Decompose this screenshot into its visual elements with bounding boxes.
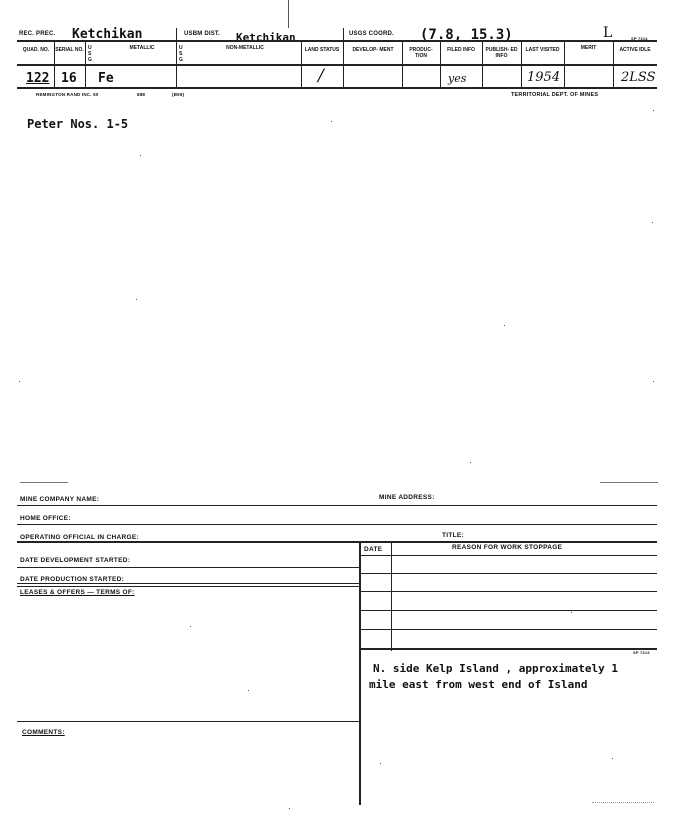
header-serial-no: SERIAL NO. <box>55 47 84 53</box>
header-usg-nonmetallic: U S G <box>179 45 183 63</box>
title-label: TITLE: <box>442 532 465 539</box>
operating-official-label: OPERATING OFFICIAL IN CHARGE: <box>20 534 139 541</box>
filed-info-value: yes <box>448 72 467 85</box>
header-production: PRODUC- TION <box>409 47 433 59</box>
property-name: Peter Nos. 1-5 <box>27 117 129 131</box>
usbm-dist-value: Ketchikan <box>236 31 296 44</box>
home-office-label: HOME OFFICE: <box>20 515 71 522</box>
printer-paren: (B59) <box>172 92 185 97</box>
printer-code: 888 <box>137 92 146 97</box>
usbm-dist-label: USBM DIST. <box>184 31 221 37</box>
quad-value: 122 <box>26 71 50 86</box>
rule <box>85 40 86 87</box>
center-divider <box>359 541 361 805</box>
rule <box>343 28 344 87</box>
last-visited-value: 1954 <box>527 70 561 85</box>
date-production-started-label: DATE PRODUCTION STARTED: <box>20 576 125 583</box>
header-non-metallic: NON-METALLIC <box>226 45 264 51</box>
land-status-value: / <box>318 66 324 86</box>
header-filed-info: FILED INFO <box>447 47 475 53</box>
header-merit: MERIT <box>580 45 597 51</box>
issuing-department: TERRITORIAL DEPT. OF MINES <box>511 92 599 98</box>
printer-credit: REMINGTON RAND INC. 50 <box>36 92 99 97</box>
header-land-status: LAND STATUS <box>304 47 340 53</box>
rule <box>17 40 657 42</box>
location-note-line2: mile east from west end of Island <box>369 678 588 691</box>
header-quad-no: QUAD. NO. <box>22 47 50 53</box>
serial-value: 16 <box>61 71 77 86</box>
form-number-bottom: SP 7313 <box>633 650 650 655</box>
mine-company-name-label: MINE COMPANY NAME: <box>20 496 100 503</box>
mine-address-label: MINE ADDRESS: <box>379 494 435 501</box>
corner-mark: L <box>603 25 613 41</box>
rule <box>17 64 657 66</box>
header-active-idle: ACTIVE IDLE <box>619 47 651 53</box>
header-metallic: METALLIC <box>129 45 155 51</box>
fold-line <box>288 0 289 28</box>
rule <box>176 28 177 87</box>
comments-label: COMMENTS: <box>22 729 65 736</box>
usgs-coord-label: USGS COORD. <box>349 31 394 37</box>
usgs-coord-value: (7.8, 15.3) <box>420 27 513 43</box>
header-published-info: PUBLISH- ED INFO <box>485 47 518 59</box>
rule <box>17 87 657 89</box>
metallic-value: Fe <box>98 71 114 86</box>
date-development-started-label: DATE DEVELOPMENT STARTED: <box>20 557 131 564</box>
header-last-visited: LAST VISITED <box>525 47 560 53</box>
location-note-line1: N. side Kelp Island , approximately 1 <box>373 662 619 675</box>
date-header: DATE <box>364 546 383 553</box>
active-idle-value: 2LSS <box>621 70 656 85</box>
header-usg-metallic: U S G <box>88 45 92 63</box>
reason-header: REASON FOR WORK STOPPAGE <box>452 544 563 551</box>
rec-prec-label: REC. PREC. <box>19 31 56 37</box>
rec-prec-value: Ketchikan <box>72 27 143 42</box>
form-number-top: SP 7314 <box>631 36 648 41</box>
header-development: DEVELOP- MENT <box>352 47 394 53</box>
leases-offers-label: LEASES & OFFERS — TERMS OF: <box>20 589 135 596</box>
